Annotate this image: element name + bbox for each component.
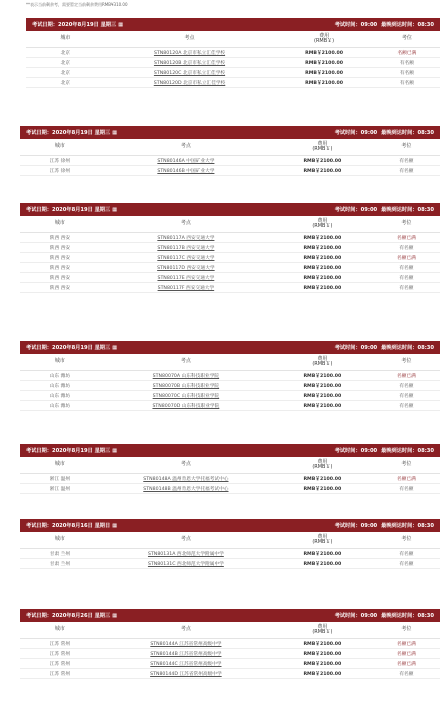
fee-cell: RMB￥2100.00 xyxy=(274,78,373,88)
session-table xyxy=(20,216,440,293)
col-header-fee: 费用 (RMB￥) xyxy=(272,354,373,371)
fee-cell: RMB￥2100.00 xyxy=(274,58,373,68)
fee-cell: RMB￥2100.00 xyxy=(272,263,373,273)
fee-cell: RMB￥2100.00 xyxy=(272,371,373,381)
test-site-link[interactable]: STN80144A 江苏省常州高级中学 xyxy=(100,639,272,649)
col-header-seat: 考位 xyxy=(373,216,440,233)
table-row xyxy=(20,233,440,243)
test-site-link[interactable]: STN80146A 中国矿业大学 xyxy=(100,156,272,166)
test-site-link[interactable]: STN80131A 西北师范大学附属中学 xyxy=(100,549,272,559)
test-site-link[interactable]: STN80144C 江苏省常州高级中学 xyxy=(100,659,272,669)
col-header-seat: 考位 xyxy=(373,354,440,371)
session-header xyxy=(26,18,440,31)
city-cell: 江苏 常州 xyxy=(20,669,100,679)
exam-session xyxy=(20,203,440,293)
test-site-link[interactable]: STN80070D 山东科技职业学院 xyxy=(100,401,272,411)
seat-status: 有名额 xyxy=(373,273,440,283)
session-date xyxy=(26,129,117,136)
fee-cell: RMB￥2100.00 xyxy=(272,559,373,569)
table-row xyxy=(20,283,440,293)
session-date xyxy=(26,447,117,454)
date-value: 2020年8月19日 星期三 xyxy=(57,22,117,28)
session-table xyxy=(26,31,440,88)
fee-cell: RMB￥2100.00 xyxy=(272,381,373,391)
col-header-seat: 考位 xyxy=(374,31,440,48)
fee-cell: RMB￥2100.00 xyxy=(272,549,373,559)
city-cell: 陕西 西安 xyxy=(20,233,100,243)
table-row xyxy=(20,243,440,253)
seat-status: 有名额 xyxy=(373,484,440,494)
fee-cell: RMB￥2100.00 xyxy=(274,48,373,58)
test-site-link[interactable]: STN80070C 山东科技职业学院 xyxy=(100,391,272,401)
fee-cell: RMB￥2100.00 xyxy=(272,649,373,659)
fee-cell: RMB￥2100.00 xyxy=(274,68,373,78)
test-site-link[interactable]: STN80070A 山东科技职业学院 xyxy=(100,371,272,381)
seat-status: 有名额 xyxy=(374,68,440,78)
session-table xyxy=(20,532,440,569)
fee-cell: RMB￥2100.00 xyxy=(272,474,373,484)
test-site-link[interactable]: STN80120A 北京市私立汇佳学校 xyxy=(105,48,275,58)
table-row xyxy=(20,253,440,263)
table-row xyxy=(26,78,440,88)
date-label: 考试日期： xyxy=(26,207,52,213)
col-header-seat: 考位 xyxy=(373,139,440,156)
exam-time-label: 考试时间：09:00 xyxy=(334,523,378,529)
fee-cell: RMB￥2100.00 xyxy=(272,484,373,494)
seat-status: 名额已满 xyxy=(373,659,440,669)
col-header-fee: 费用 (RMB￥) xyxy=(272,457,373,474)
date-label: 考试日期： xyxy=(26,448,52,454)
table-row xyxy=(20,166,440,176)
city-cell: 北京 xyxy=(26,68,105,78)
table-row xyxy=(20,263,440,273)
exam-time-label: 考试时间：09:00 xyxy=(334,207,378,213)
exam-session xyxy=(20,609,440,679)
seat-status: 有名额 xyxy=(373,156,440,166)
seat-status: 有名额 xyxy=(373,263,440,273)
col-header-site: 考点 xyxy=(100,532,272,549)
seat-status: 有名额 xyxy=(373,381,440,391)
table-row xyxy=(20,381,440,391)
date-value: 2020年8月26日 星期三 xyxy=(51,613,111,619)
test-site-link[interactable]: STN80070B 山东科技职业学院 xyxy=(100,381,272,391)
exam-time-label: 考试时间：09:00 xyxy=(334,613,378,619)
seat-status: 名额已满 xyxy=(373,474,440,484)
seat-status: 有名额 xyxy=(373,391,440,401)
date-value: 2020年8月16日 星期日 xyxy=(51,523,111,529)
fee-cell: RMB￥2100.00 xyxy=(272,243,373,253)
session-times xyxy=(331,21,434,28)
table-row xyxy=(20,649,440,659)
date-value: 2020年8月19日 星期三 xyxy=(51,345,111,351)
test-site-link[interactable]: STN80117D 西安交通大学 xyxy=(100,263,272,273)
exam-time-label: 考试时间：09:00 xyxy=(334,22,378,28)
session-header xyxy=(20,444,440,457)
test-site-link[interactable]: STN80131C 西北师范大学附属中学 xyxy=(100,559,272,569)
calendar-icon: ▦ xyxy=(112,448,118,454)
test-site-link[interactable]: STN80120D 北京市私立汇佳学校 xyxy=(105,78,275,88)
session-date xyxy=(26,522,117,529)
table-row xyxy=(26,48,440,58)
table-row xyxy=(20,659,440,669)
session-date xyxy=(26,206,117,213)
test-site-link[interactable]: STN80117B 西安交通大学 xyxy=(100,243,272,253)
calendar-icon: ▦ xyxy=(112,523,118,529)
col-header-city: 城市 xyxy=(20,532,100,549)
latest-arrival-label: 最晚到达时间：08:30 xyxy=(381,523,434,529)
col-header-site: 考点 xyxy=(100,622,272,639)
fee-cell: RMB￥2100.00 xyxy=(272,253,373,263)
city-cell: 浙江 温州 xyxy=(20,484,100,494)
session-table xyxy=(20,622,440,679)
col-header-city: 城市 xyxy=(26,31,105,48)
city-cell: 江苏 徐州 xyxy=(20,166,100,176)
city-cell: 甘肃 兰州 xyxy=(20,559,100,569)
city-cell: 陕西 西安 xyxy=(20,273,100,283)
city-cell: 北京 xyxy=(26,58,105,68)
latest-arrival-label: 最晚到达时间：08:30 xyxy=(381,22,434,28)
city-cell: 山东 潍坊 xyxy=(20,371,100,381)
session-times xyxy=(331,447,434,454)
date-label: 考试日期： xyxy=(26,523,52,529)
test-site-link[interactable]: STN80144D 江苏省常州高级中学 xyxy=(100,669,272,679)
col-header-fee: 费用 (RMB￥) xyxy=(272,622,373,639)
col-header-city: 城市 xyxy=(20,622,100,639)
seat-status: 有名额 xyxy=(373,243,440,253)
date-value: 2020年8月19日 星期三 xyxy=(51,448,111,454)
session-times xyxy=(331,612,434,619)
calendar-icon: ▦ xyxy=(112,613,118,619)
table-row xyxy=(20,401,440,411)
exam-time-label: 考试时间：09:00 xyxy=(334,448,378,454)
fee-cell: RMB￥2100.00 xyxy=(272,401,373,411)
exam-time-label: 考试时间：09:00 xyxy=(334,345,378,351)
date-label: 考试日期： xyxy=(26,613,52,619)
table-row xyxy=(20,559,440,569)
seat-status: 名额已满 xyxy=(373,371,440,381)
fee-cell: RMB￥2100.00 xyxy=(272,669,373,679)
test-site-link[interactable]: STN80120B 北京市私立汇佳学校 xyxy=(105,58,275,68)
session-table xyxy=(20,457,440,494)
exam-session xyxy=(20,519,440,569)
col-header-seat: 考位 xyxy=(373,622,440,639)
seat-status: 有名额 xyxy=(374,78,440,88)
latest-arrival-label: 最晚到达时间：08:30 xyxy=(381,207,434,213)
session-times xyxy=(331,129,434,136)
seat-status: 名额已满 xyxy=(373,253,440,263)
test-site-link[interactable]: STN80117E 西安交通大学 xyxy=(100,273,272,283)
calendar-icon: ▦ xyxy=(112,207,118,213)
city-cell: 江苏 徐州 xyxy=(20,156,100,166)
col-header-site: 考点 xyxy=(100,457,272,474)
session-date xyxy=(26,612,117,619)
fee-cell: RMB￥2100.00 xyxy=(272,233,373,243)
calendar-icon: ▦ xyxy=(112,130,118,136)
table-row xyxy=(26,68,440,78)
test-site-link[interactable]: STN80117F 西安交通大学 xyxy=(100,283,272,293)
col-header-site: 考点 xyxy=(100,216,272,233)
col-header-site: 考点 xyxy=(100,139,272,156)
session-table xyxy=(20,354,440,411)
exam-session xyxy=(26,18,440,88)
col-header-site: 考点 xyxy=(100,354,272,371)
seat-status: 有名额 xyxy=(373,166,440,176)
calendar-icon: ▦ xyxy=(112,345,118,351)
seat-status: 名额已满 xyxy=(374,48,440,58)
test-site-link[interactable]: STN80120C 北京市私立汇佳学校 xyxy=(105,68,275,78)
table-row xyxy=(20,391,440,401)
test-site-link[interactable]: STN80117C 西安交通大学 xyxy=(100,253,272,263)
date-label: 考试日期： xyxy=(26,130,52,136)
test-site-link[interactable]: STN80117A 西安交通大学 xyxy=(100,233,272,243)
seat-status: 有名额 xyxy=(373,549,440,559)
city-cell: 北京 xyxy=(26,48,105,58)
latest-arrival-label: 最晚到达时间：08:30 xyxy=(381,613,434,619)
col-header-fee: 费用 (RMB￥) xyxy=(272,216,373,233)
session-date xyxy=(32,21,123,28)
table-row xyxy=(20,669,440,679)
test-site-link[interactable]: STN80146B 中国矿业大学 xyxy=(100,166,272,176)
table-row xyxy=(20,371,440,381)
fee-cell: RMB￥2100.00 xyxy=(272,659,373,669)
city-cell: 江苏 常州 xyxy=(20,639,100,649)
city-cell: 浙江 温州 xyxy=(20,474,100,484)
table-row xyxy=(20,484,440,494)
fee-cell: RMB￥2100.00 xyxy=(272,156,373,166)
session-header xyxy=(20,609,440,622)
city-cell: 江苏 常州 xyxy=(20,649,100,659)
seat-status: 有名额 xyxy=(373,559,440,569)
session-table xyxy=(20,139,440,176)
col-header-city: 城市 xyxy=(20,139,100,156)
seat-status: 有名额 xyxy=(374,58,440,68)
table-row xyxy=(20,273,440,283)
seat-status: 有名额 xyxy=(373,283,440,293)
col-header-city: 城市 xyxy=(20,457,100,474)
session-times xyxy=(331,522,434,529)
fee-note: **表示当前剩余考，需要暂定当前剩余费用RMB¥310.00 xyxy=(26,2,128,7)
col-header-city: 城市 xyxy=(20,216,100,233)
city-cell: 陕西 西安 xyxy=(20,263,100,273)
calendar-icon: ▦ xyxy=(118,22,124,28)
city-cell: 山东 潍坊 xyxy=(20,391,100,401)
fee-cell: RMB￥2100.00 xyxy=(272,166,373,176)
city-cell: 北京 xyxy=(26,78,105,88)
col-header-fee: 费用 (RMB￥) xyxy=(272,139,373,156)
city-cell: 山东 潍坊 xyxy=(20,381,100,391)
col-header-fee: 费用 (RMB￥) xyxy=(274,31,373,48)
test-site-link[interactable]: STN80148A 温州肯恩大学托福考试中心 xyxy=(100,474,272,484)
seat-status: 有名额 xyxy=(373,669,440,679)
latest-arrival-label: 最晚到达时间：08:30 xyxy=(381,448,434,454)
session-header xyxy=(20,126,440,139)
fee-cell: RMB￥2100.00 xyxy=(272,391,373,401)
col-header-city: 城市 xyxy=(20,354,100,371)
fee-cell: RMB￥2100.00 xyxy=(272,639,373,649)
city-cell: 山东 潍坊 xyxy=(20,401,100,411)
session-header xyxy=(20,203,440,216)
table-row xyxy=(20,639,440,649)
city-cell: 甘肃 兰州 xyxy=(20,549,100,559)
table-row xyxy=(20,474,440,484)
exam-session xyxy=(20,126,440,176)
test-site-link[interactable]: STN80144B 江苏省常州高级中学 xyxy=(100,649,272,659)
col-header-site: 考点 xyxy=(105,31,275,48)
date-value: 2020年8月19日 星期三 xyxy=(51,130,111,136)
session-header xyxy=(20,519,440,532)
test-site-link[interactable]: STN80148B 温州肯恩大学托福考试中心 xyxy=(100,484,272,494)
session-times xyxy=(331,344,434,351)
table-row xyxy=(26,58,440,68)
session-date xyxy=(26,344,117,351)
city-cell: 陕西 西安 xyxy=(20,283,100,293)
table-row xyxy=(20,156,440,166)
latest-arrival-label: 最晚到达时间：08:30 xyxy=(381,130,434,136)
seat-status: 名额已满 xyxy=(373,639,440,649)
seat-status: 有名额 xyxy=(373,401,440,411)
exam-time-label: 考试时间：09:00 xyxy=(334,130,378,136)
col-header-seat: 考位 xyxy=(373,532,440,549)
fee-cell: RMB￥2100.00 xyxy=(272,283,373,293)
exam-session xyxy=(20,444,440,494)
session-header xyxy=(20,341,440,354)
seat-status: 名额已满 xyxy=(373,233,440,243)
date-value: 2020年8月19日 星期三 xyxy=(51,207,111,213)
fee-cell: RMB￥2100.00 xyxy=(272,273,373,283)
city-cell: 陕西 西安 xyxy=(20,253,100,263)
session-times xyxy=(331,206,434,213)
city-cell: 江苏 常州 xyxy=(20,659,100,669)
exam-session xyxy=(20,341,440,411)
city-cell: 陕西 西安 xyxy=(20,243,100,253)
col-header-seat: 考位 xyxy=(373,457,440,474)
latest-arrival-label: 最晚到达时间：08:30 xyxy=(381,345,434,351)
date-label: 考试日期： xyxy=(26,345,52,351)
table-row xyxy=(20,549,440,559)
seat-status: 名额已满 xyxy=(373,649,440,659)
date-label: 考试日期： xyxy=(32,22,58,28)
col-header-fee: 费用 (RMB￥) xyxy=(272,532,373,549)
